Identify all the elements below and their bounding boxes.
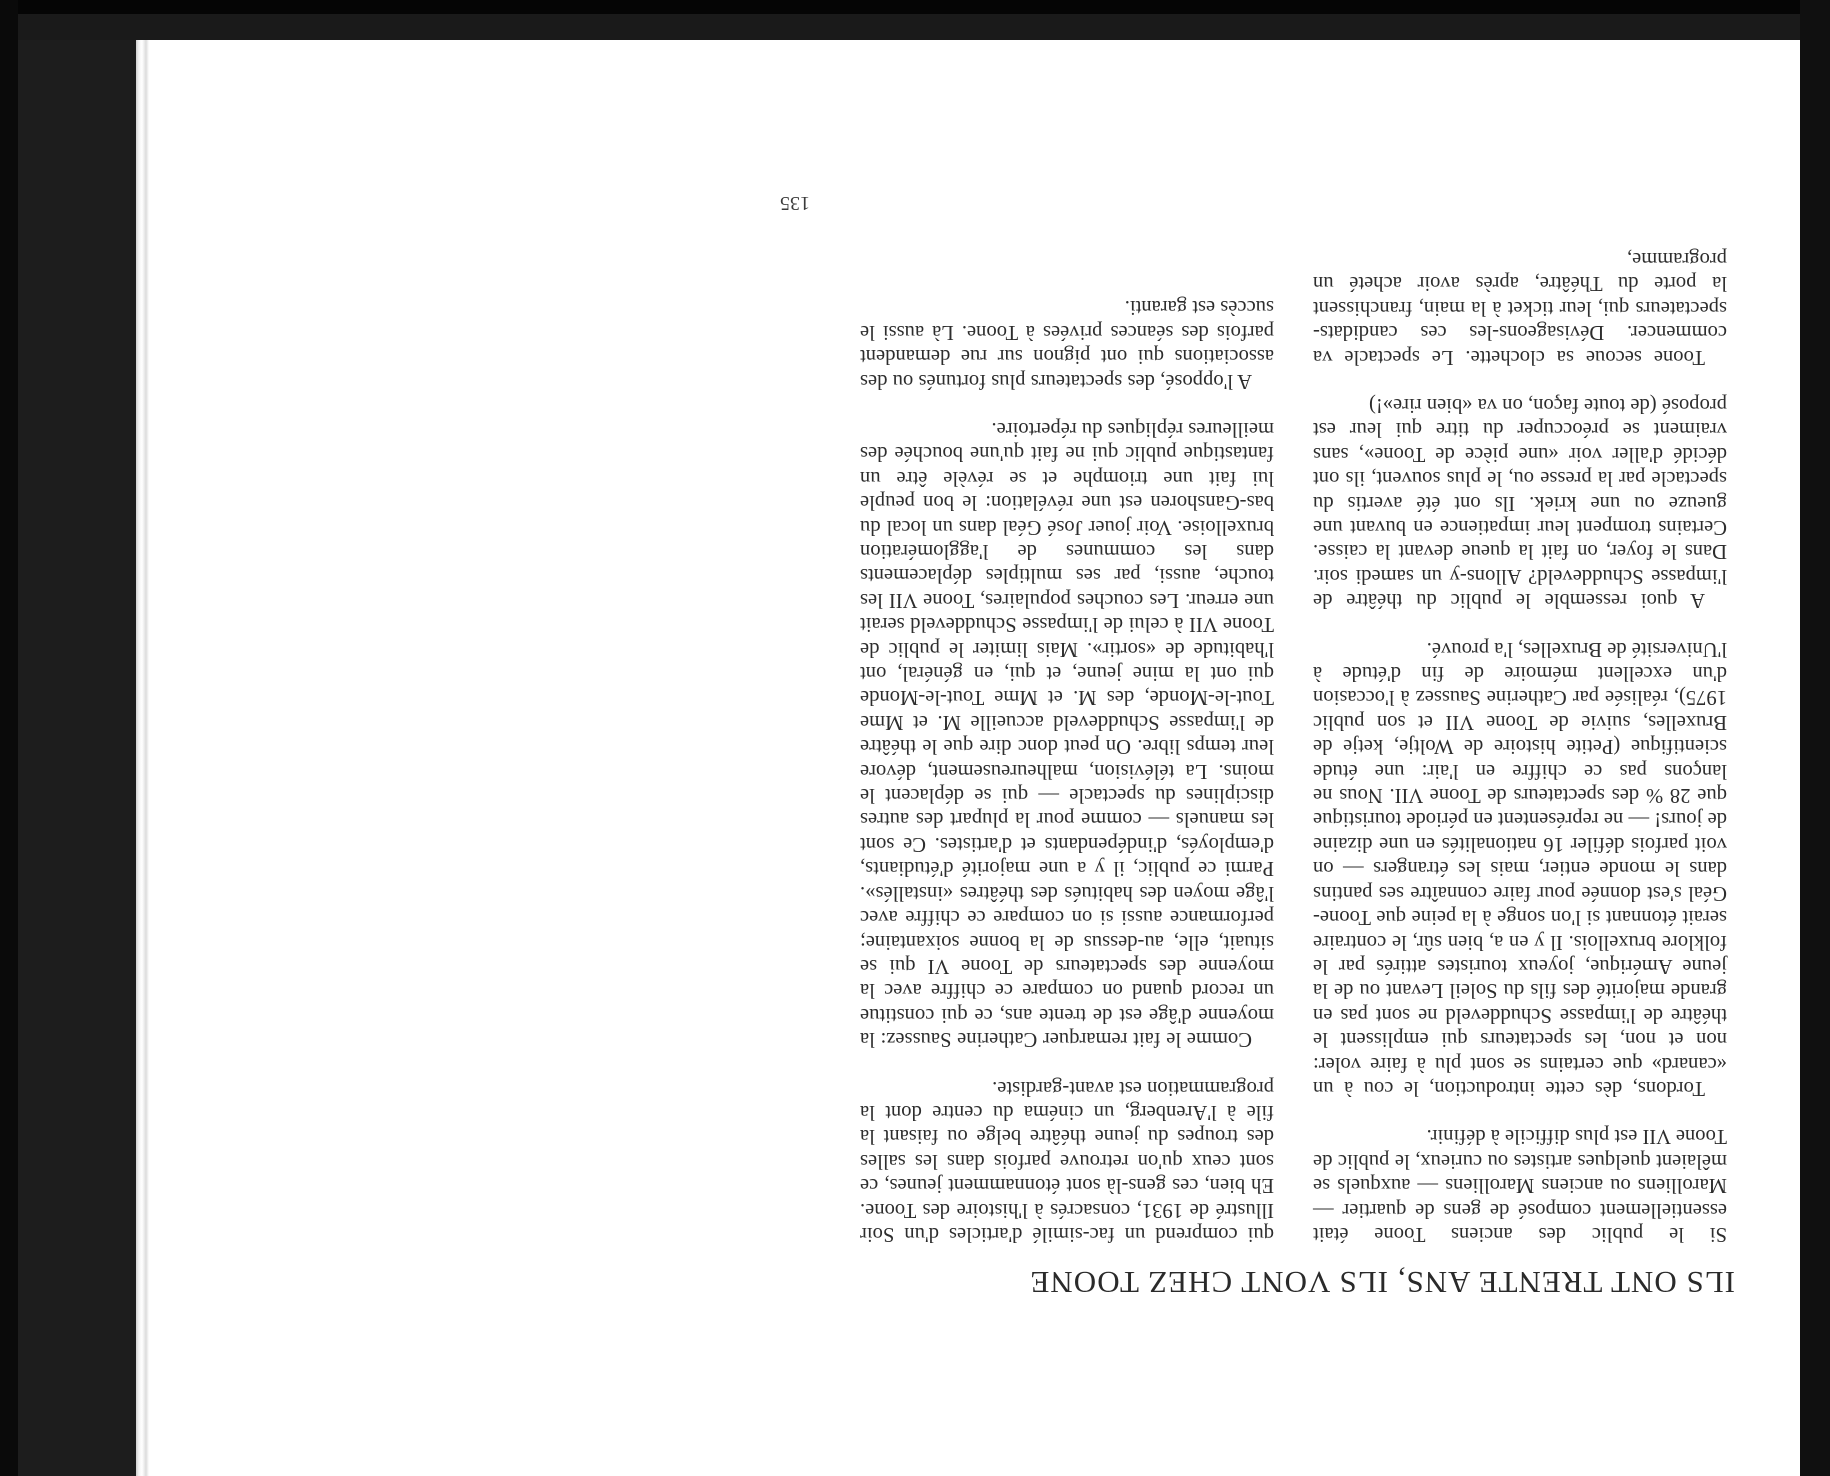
paragraph: A quoi ressemble le public du théâtre de l'impasse Schuddeveld? Allons-y un samedi soir. Dans le foyer, on fait la queue devant la caisse. Certains trompent leur impatience en buvant une gueuze ou une kriek. Ils ont été avertis du spectacle par la presse ou, le plus souvent, ils ont décidé d'aller voir «une pièce de Toone», sans vraiment se préoccuper du titre qui leur est proposé (de toute façon, on va «bien rire»!) [1313, 394, 1727, 612]
text-column-left [1313, 247, 1727, 1246]
paragraph: Comme le fait remarquer Catherine Saussez: la moyenne d'âge est de trente ans, ce qui constitue un record quand on compare ce chiffre avec la moyenne des spectateurs de Toone VI qui se situait, elle, au-dessus de la bonne soixantaine; performance aussi si on compare ce chiffre avec l'âge moyen des habitués des théâtres «installés». Parmi ce public, il y a une majorité d'étudiants, d'employés, d'indépendants et d'artistes. Ce sont les manuels — comme pour la plupart des autres disciplines du spectacle — qui se déplacent le moins. La télévision, malheureusement, dévore leur temps libre. On peut donc dire que le théâtre de l'impasse Schuddeveld accueille M. et Mme Tout-le-Monde, des M. et Mme Tout-le-Monde qui ont la mine jeune, et qui, en général, ont l'habitude de «sortir». Mais limiter le public de Toone VII à celui de l'impasse Schuddeveld serait une erreur. Les couches populaires, Toone VII les touche, aussi, par ses multiples déplacements dans les communes de l'agglomération bruxelloise. Voir jouer José Géal dans un local du bas-Ganshoren est une révélation: le bon peuple lui fait une triomphe et se révèle être un fantastique public qui ne fait qu'une bouchée des meilleures répliques du répertoire. [860, 418, 1274, 1051]
page-title: ILS ONT TRENTE ANS, ILS VONT CHEZ TOONE [1029, 1265, 1735, 1300]
paragraph: qui comprend un fac-similé d'articles d'un Soir Illustré de 1931, consacrés à l'histoire des Toone. Eh bien, ces gens-là sont étonnamment jeunes, ce sont ceux qu'on retrouve parfois dans les salles des troupes du jeune théâtre belge ou faisant la file à l'Arenberg, un cinéma du centre dont la programmation est avant-gardiste. [860, 1076, 1274, 1245]
page-number: 135 [780, 192, 810, 214]
paragraph: Si le public des anciens Toone était essentiellement composé de gens de quartier — Marolliens ou anciens Marolliens — auxquels se mêlaient quelques artistes ou curieux, le public de Toone VII est plus difficile à définir. [1313, 1125, 1727, 1245]
text-column-right [860, 295, 1274, 1246]
paragraph: Tordons, dès cette introduction, le cou à un «canard» que certains se sont plu à faire voler: non et non, les spectateurs qui emplissent le théâtre de l'impasse Schuddeveld ne sont pas en grande majorité des fils du Soleil Levant ou de la jeune Amérique, joyeux touristes attirés par le folklore bruxellois. Il y en a, bien sûr, le contraire serait étonnant si l'on songe à la peine que Toone-Géal s'est donnée pour faire connaître ses pantins dans le monde entier, mais les étrangers — on voit parfois défiler 16 nationalités en une dizaine de jours! — ne représentent en période touristique que 28 % des spectateurs de Toone VII. Nous ne lançons pas ce chiffre en l'air: une étude scientifique (Petite histoire de Woltje, ketje de Bruxelles, suivie de Toone VII et son public 1975), réalisée par Catherine Saussez à l'occasion d'un excellent mémoire de fin d'étude à l'Université de Bruxelles, l'a prouvé. [1313, 637, 1727, 1099]
paragraph: A l'opposé, des spectateurs plus fortunés ou des associations qui ont pignon sur rue demandent parfois des séances privées à Toone. Là aussi le succès est garanti. [860, 296, 1274, 392]
paragraph: Toone secoue sa clochette. Le spectacle va commencer. Dévisageons-les ces candidats-spectateurs qui, leur ticket à la main, franchissent la porte du Théâtre, après avoir acheté un programme, [1313, 247, 1727, 368]
